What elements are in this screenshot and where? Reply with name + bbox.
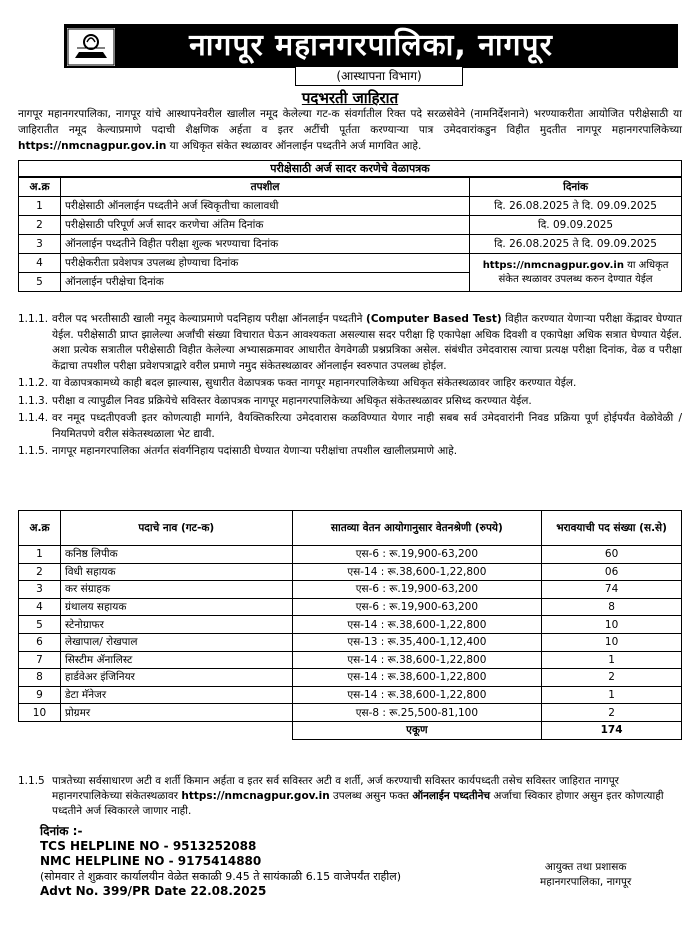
posts-name: ग्रंथालय सहायक [60, 598, 292, 616]
list-item [18, 444, 682, 460]
schedule-details: ऑनलाईन परीक्षेचा दिनांक [60, 273, 469, 292]
org-name-banner: नागपूर महानगरपालिका, नागपूर [64, 24, 678, 68]
posts-sr: 5 [19, 616, 61, 634]
schedule-title: परीक्षेसाठी अर्ज सादर करणेचे वेळापत्रक [18, 160, 682, 177]
posts-count: 2 [542, 669, 682, 687]
posts-count: 10 [542, 633, 682, 651]
posts-header-name: पदाचे नाव (गट-क) [60, 511, 292, 546]
posts-count: 74 [542, 581, 682, 599]
signatory-org: महानगरपालिका, नागपूर [540, 876, 632, 888]
note-number: 1.1.3. [18, 394, 49, 407]
posts-sr: 2 [19, 563, 61, 581]
schedule-header-sr: अ.क्र [19, 178, 61, 197]
schedule-sr: 2 [19, 216, 61, 235]
schedule-table [18, 177, 682, 292]
intro-text-after: या अधिकृत संकेत स्थळावर ऑनलाईन पध्दतीने अर्ज मागवित आहे. [166, 140, 422, 152]
schedule-website-link[interactable]: https://nmcnagpur.gov.in [482, 259, 624, 271]
note-number: 1.1.5. [18, 445, 49, 457]
posts-pay: एस-14 : रू.38,600-1,22,800 [292, 651, 542, 669]
ad-title: पदभरती जाहिरात [301, 89, 399, 107]
final-note-text [52, 774, 682, 819]
nmc-logo-icon [66, 27, 116, 67]
table-row [19, 197, 682, 216]
signatory [540, 860, 631, 890]
posts-name: लेखापाल/ रोखपाल [60, 633, 292, 651]
final-note-website-link[interactable]: https://nmcnagpur.gov.in [181, 790, 330, 802]
tcs-helpline: TCS HELPLINE NO - 9513252088 [40, 839, 257, 853]
posts-sr: 8 [19, 669, 61, 687]
posts-header-pay: सातव्या वेतन आयोगानुसार वेतनश्रेणी (रुपये) [292, 511, 542, 546]
nmc-helpline: NMC HELPLINE NO - 9175414880 [40, 854, 262, 868]
schedule-sr: 3 [19, 235, 61, 254]
posts-pay: एस-13 : रू.35,400-1,12,400 [292, 633, 542, 651]
posts-sr: 9 [19, 686, 61, 704]
table-row [19, 563, 682, 581]
posts-header-sr: अ.क्र [19, 511, 61, 546]
posts-count: 1 [542, 651, 682, 669]
table-row [19, 686, 682, 704]
note-number: 1.1.1. [18, 313, 49, 325]
schedule-date: दि. 26.08.2025 ते दि. 09.09.2025 [470, 235, 682, 254]
posts-pay: एस-6 : रू.19,900-63,200 [292, 598, 542, 616]
posts-pay: एस-14 : रू.38,600-1,22,800 [292, 563, 542, 581]
table-row [19, 633, 682, 651]
posts-name: स्टेनोग्राफर [60, 616, 292, 634]
schedule-details: ऑनलाईन पध्दतीने विहीत परीक्षा शुल्क भरण्याचा दिनांक [60, 235, 469, 254]
table-row [19, 235, 682, 254]
table-row [19, 546, 682, 564]
posts-name: प्रोग्रमर [60, 704, 292, 722]
table-row [19, 254, 682, 273]
note-text-pre: वरील पद भरतीसाठी खाली नमूद केल्याप्रमाणे पदनिहाय परीक्षा ऑनलाईन पध्दतीने [52, 313, 367, 325]
note-number: 1.1.4. [18, 412, 49, 424]
schedule-merged-date [470, 254, 682, 292]
posts-sr: 6 [19, 633, 61, 651]
posts-count: 10 [542, 616, 682, 634]
list-item [18, 411, 682, 442]
advt-number: Advt No. 399/PR Date 22.08.2025 [40, 884, 267, 898]
date-label: दिनांक :- [40, 824, 83, 838]
posts-sr: 3 [19, 581, 61, 599]
posts-sr: 1 [19, 546, 61, 564]
posts-name: कर संग्राहक [60, 581, 292, 599]
footer-contact [40, 824, 401, 899]
list-item [18, 376, 682, 392]
table-row [19, 651, 682, 669]
posts-sr: 4 [19, 598, 61, 616]
intro-text-before: नागपूर महानगरपालिका, नागपूर यांचे आस्थापनेवरील खालील नमूद केलेल्या गट-क संवर्गातील रिक्त पदे सरळसेवेने (नामनिर्देशनाने) भरण्याकरीता आयोजित परीक्षेसाठी या जाहिरातीत नमूद केल्याप्रमाणे पदाची शैक्षणिक अर्हता व इतर अटींची पूर्तता करण्याऱ्या पात्र उमेदवारांकडुन विहीत मुदतीत नागपूर महानगरपालिकेच्या [18, 108, 682, 136]
posts-name: डेटा मॅनेजर [60, 686, 292, 704]
final-note-mid: उपलब्ध असुन फक्त [329, 790, 413, 802]
final-note-pre: पात्रतेच्या सर्वसाधारण अटी व शर्ती किमान अर्हता व इतर सर्व सविस्तर अटी व शर्ती, अर्ज करण्याची सविस्तर कार्यपध्दती तसेच सविस्तर जाहिरात नागपूर महानगरपालिकेच्या संकेतस्थळावर [52, 775, 619, 802]
note-text-post: विहीत करण्यात येणाऱ्या परीक्षा केंद्रावर घेण्यात येईल. परीक्षेसाठी प्राप्त झालेल्या अर्जांची संख्या विचारात घेऊन आवश्यकता असल्यास सदर परीक्षा हि एकापेक्षा अधिक दिवशी व एकापेक्षा अधिक सत्रात घेण्यात येईल. अशा प्रत्येक सत्रातील परीक्षेसाठी विहीत केलेल्या अभ्यासक्रमावर आधारीत वेगवेगळी प्रश्नप्रत्रिका असेल. संबंधीत उमेदवारास त्याचा प्रत्यक्ष परीक्षा दिनांक, वेळ व परीक्षा केंद्राचा तपशील परीक्षा प्रवेशपत्राद्वारे वरील प्रमाणे नमुद संकेतस्थळावर ऑनलाईन स्वरुपात उपलब्ध होईल. [52, 313, 682, 372]
posts-name: विधी सहायक [60, 563, 292, 581]
schedule-sr: 5 [19, 273, 61, 292]
schedule-date: दि. 26.08.2025 ते दि. 09.09.2025 [470, 197, 682, 216]
posts-count: 06 [542, 563, 682, 581]
posts-sr: 10 [19, 704, 61, 722]
posts-total-value: 174 [542, 721, 682, 739]
office-hours: (सोमवार ते शुक्रवार कार्यालयीन वेळेत सकाळी 9.45 ते सायंकाळी 6.15 वाजेपर्यंत राहील) [40, 870, 401, 883]
note-text-bold: (Computer Based Test) [366, 313, 502, 325]
posts-pay: एस-8 : रू.25,500-81,100 [292, 704, 542, 722]
posts-pay: एस-14 : रू.38,600-1,22,800 [292, 616, 542, 634]
table-row [19, 616, 682, 634]
posts-name: सिस्टीम ॲनालिस्ट [60, 651, 292, 669]
posts-sr: 7 [19, 651, 61, 669]
schedule-sr: 1 [19, 197, 61, 216]
table-row [19, 669, 682, 687]
intro-paragraph [18, 106, 682, 154]
schedule-date: दि. 09.09.2025 [470, 216, 682, 235]
schedule-merged-date-text: या अधिकृत संकेत स्थळावर उपलब्ध करुन देण्यात येईल [498, 259, 669, 285]
posts-pay: एस-14 : रू.38,600-1,22,800 [292, 669, 542, 687]
signatory-title: आयुक्त तथा प्रशासक [544, 861, 627, 873]
posts-count: 60 [542, 546, 682, 564]
posts-pay: एस-6 : रू.19,900-63,200 [292, 546, 542, 564]
schedule-header-date: दिनांक [470, 178, 682, 197]
table-row [19, 704, 682, 722]
list-item [18, 312, 682, 374]
note-text [52, 312, 682, 374]
notes-section [18, 312, 682, 462]
final-note-number: 1.1.5 [18, 775, 45, 787]
posts-name: कनिष्ठ लिपीक [60, 546, 292, 564]
posts-count: 1 [542, 686, 682, 704]
note-text: या वेळापत्रकामध्ये काही बदल झाल्यास, सुधारीत वेळापत्रक फक्त नागपूर महानगरपालिकेच्या अधिकृत संकेतस्थळावर जाहिर करण्यात येईल. [52, 377, 577, 389]
table-row [19, 598, 682, 616]
schedule-details: परीक्षेसाठी ऑनलाईन पध्दतीने अर्ज स्विकृतीचा कालावधी [60, 197, 469, 216]
posts-table [18, 510, 682, 740]
schedule-details: परीक्षेसाठी परिपूर्ण अर्ज सादर करणेचा अंतिम दिनांक [60, 216, 469, 235]
list-item [18, 394, 682, 410]
note-text: नागपूर महानगरपालिका अंतर्गत संवर्गनिहाय पदांसाठी घेण्यात येणाऱ्या परीक्षांचा तपशील खालीलप्रमाणे आहे. [52, 445, 458, 457]
department-label: (आस्थापना विभाग) [295, 66, 463, 86]
table-row [19, 581, 682, 599]
posts-name: हार्डवेअर इंजिनियर [60, 669, 292, 687]
note-text: वर नमूद पध्दतीएवजी इतर कोणत्याही मार्गाने, वैयक्तिकरित्या उमेदवारास कळविण्यात येणार नाही सबब सर्व उमेदवारांनी निवड प्रक्रिया पूर्ण होईपर्यंत वेळोवेळी / नियमितपणे वरील संकेतस्थळाला भेट द्यावी. [52, 412, 682, 440]
note-text: परीक्षा व त्यापुढील निवड प्रक्रियेचे सविस्तर वेळापत्रक नागपूर महानगरपालिकेच्या अधिकृत संकेतस्थळावर प्रसिध्द करण्यात येईल. [52, 394, 532, 407]
schedule-header-details: तपशील [60, 178, 469, 197]
posts-header-row [19, 511, 682, 546]
table-row [19, 216, 682, 235]
posts-count: 8 [542, 598, 682, 616]
intro-website-link[interactable]: https://nmcnagpur.gov.in [18, 140, 167, 152]
final-note-post: अर्जाचा स्विकार होणार असुन इतर कोणत्याही पध्दतीने अर्ज स्विकारले जाणार नाही. [52, 790, 664, 817]
final-note-bold: ऑनलाईन पध्दतीनेच [412, 790, 491, 802]
posts-pay: एस-6 : रू.19,900-63,200 [292, 581, 542, 599]
schedule-details: परीक्षेकरीता प्रवेशपत्र उपलब्ध होण्याचा दिनांक [60, 254, 469, 273]
posts-total-label: एकूण [292, 721, 542, 739]
posts-total-row [19, 721, 682, 739]
posts-count: 2 [542, 704, 682, 722]
schedule-header-row [19, 178, 682, 197]
final-note [18, 774, 682, 819]
schedule-sr: 4 [19, 254, 61, 273]
posts-header-count: भरावयाची पद संख्या (स.से) [542, 511, 682, 546]
posts-pay: एस-14 : रू.38,600-1,22,800 [292, 686, 542, 704]
note-number: 1.1.2. [18, 377, 49, 389]
